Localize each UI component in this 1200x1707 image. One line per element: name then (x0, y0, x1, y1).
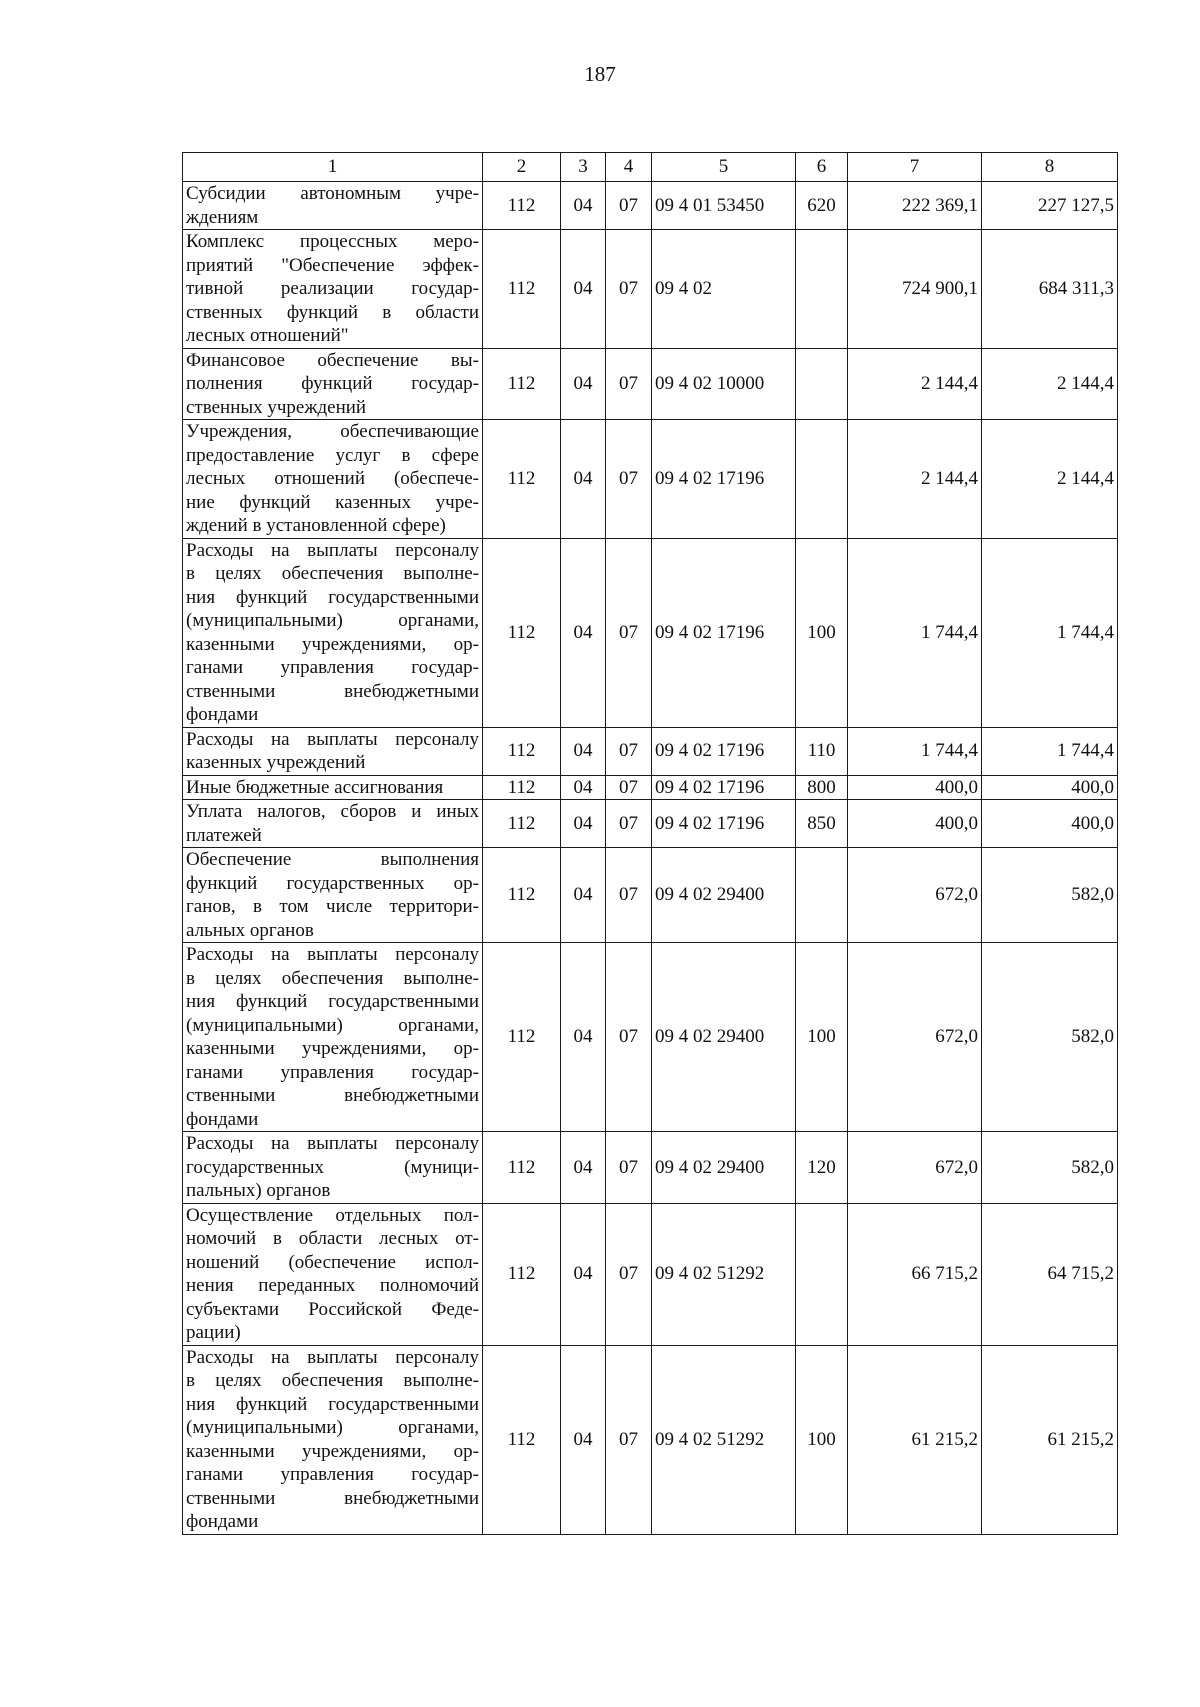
target-article-cell: 09 4 02 17196 (652, 420, 796, 539)
code-cell: 112 (483, 348, 561, 420)
section-cell: 04 (561, 1132, 606, 1204)
budget-table (182, 152, 1118, 1535)
expense-type-cell (796, 230, 848, 349)
expense-type-cell: 110 (796, 727, 848, 775)
table-row (183, 775, 1118, 800)
subsection-cell: 07 (606, 182, 652, 230)
expense-type-cell (796, 1203, 848, 1345)
amount-cell: 61 215,2 (982, 1345, 1118, 1534)
header-cell: 7 (848, 153, 982, 182)
expense-type-cell: 100 (796, 538, 848, 727)
amount-cell: 1 744,4 (848, 727, 982, 775)
target-article-cell: 09 4 02 17196 (652, 538, 796, 727)
subsection-cell: 07 (606, 230, 652, 349)
header-cell: 3 (561, 153, 606, 182)
subsection-cell: 07 (606, 420, 652, 539)
target-article-cell: 09 4 02 29400 (652, 943, 796, 1132)
table-row (183, 1132, 1118, 1204)
row-name-cell: Субсидии автономным учре- ждениям (183, 182, 483, 230)
expense-type-cell (796, 420, 848, 539)
amount-cell: 684 311,3 (982, 230, 1118, 349)
amount-cell: 724 900,1 (848, 230, 982, 349)
target-article-cell: 09 4 02 51292 (652, 1203, 796, 1345)
header-cell: 5 (652, 153, 796, 182)
target-article-cell: 09 4 02 29400 (652, 848, 796, 943)
row-name-cell: Расходы на выплаты персоналу в целях обеспечения выполне- ния функций государственными (муниципальными) органами, казенными учреждениями, ор- ганами управления государ- ственными внебюджетными фондами (183, 1345, 483, 1534)
expense-type-cell: 120 (796, 1132, 848, 1204)
code-cell: 112 (483, 943, 561, 1132)
row-name-cell: Расходы на выплаты персоналу казенных учреждений (183, 727, 483, 775)
row-name-cell: Расходы на выплаты персоналу в целях обеспечения выполне- ния функций государственными (муниципальными) органами, казенными учреждениями, ор- ганами управления государ- ственными внебюджетными фондами (183, 943, 483, 1132)
row-name-cell: Учреждения, обеспечивающие предоставление услуг в сфере лесных отношений (обеспече- ние функций казенных учре- ждений в установленной сфере) (183, 420, 483, 539)
header-cell: 2 (483, 153, 561, 182)
page-number: 187 (584, 62, 616, 86)
amount-cell: 672,0 (848, 943, 982, 1132)
amount-cell: 2 144,4 (982, 420, 1118, 539)
table-row (183, 420, 1118, 539)
row-name-cell: Комплекс процессных меро- приятий "Обеспечение эффек- тивной реализации государ- ственных функций в области лесных отношений" (183, 230, 483, 349)
row-name-cell: Финансовое обеспечение вы- полнения функций государ- ственных учреждений (183, 348, 483, 420)
amount-cell: 672,0 (848, 848, 982, 943)
section-cell: 04 (561, 182, 606, 230)
subsection-cell: 07 (606, 538, 652, 727)
amount-cell: 1 744,4 (848, 538, 982, 727)
header-cell: 1 (183, 153, 483, 182)
expense-type-cell: 100 (796, 943, 848, 1132)
row-name-cell: Обеспечение выполнения функций государственных ор- ганов, в том числе территори- альных органов (183, 848, 483, 943)
amount-cell: 672,0 (848, 1132, 982, 1204)
header-cell: 8 (982, 153, 1118, 182)
section-cell: 04 (561, 848, 606, 943)
table-row (183, 848, 1118, 943)
table-row (183, 1345, 1118, 1534)
row-name-cell: Иные бюджетные ассигнования (183, 775, 483, 800)
section-cell: 04 (561, 727, 606, 775)
expense-type-cell (796, 348, 848, 420)
amount-cell: 66 715,2 (848, 1203, 982, 1345)
subsection-cell: 07 (606, 727, 652, 775)
subsection-cell: 07 (606, 1345, 652, 1534)
section-cell: 04 (561, 1203, 606, 1345)
code-cell: 112 (483, 848, 561, 943)
amount-cell: 400,0 (848, 775, 982, 800)
code-cell: 112 (483, 1132, 561, 1204)
expense-type-cell (796, 848, 848, 943)
section-cell: 04 (561, 1345, 606, 1534)
amount-cell: 64 715,2 (982, 1203, 1118, 1345)
amount-cell: 227 127,5 (982, 182, 1118, 230)
code-cell: 112 (483, 420, 561, 539)
table-row (183, 800, 1118, 848)
section-cell: 04 (561, 775, 606, 800)
table-row (183, 943, 1118, 1132)
code-cell: 112 (483, 775, 561, 800)
expense-type-cell: 850 (796, 800, 848, 848)
code-cell: 112 (483, 182, 561, 230)
code-cell: 112 (483, 800, 561, 848)
section-cell: 04 (561, 230, 606, 349)
section-cell: 04 (561, 800, 606, 848)
row-name-cell: Осуществление отдельных пол- номочий в области лесных от- ношений (обеспечение испол- нения переданных полномочий субъектами Российской Феде- рации) (183, 1203, 483, 1345)
header-cell: 4 (606, 153, 652, 182)
amount-cell: 582,0 (982, 848, 1118, 943)
expense-type-cell: 100 (796, 1345, 848, 1534)
section-cell: 04 (561, 348, 606, 420)
target-article-cell: 09 4 02 10000 (652, 348, 796, 420)
table-row (183, 727, 1118, 775)
amount-cell: 582,0 (982, 1132, 1118, 1204)
amount-cell: 2 144,4 (848, 348, 982, 420)
table-row (183, 230, 1118, 349)
amount-cell: 400,0 (982, 800, 1118, 848)
target-article-cell: 09 4 02 17196 (652, 775, 796, 800)
row-name-cell: Уплата налогов, сборов и иных платежей (183, 800, 483, 848)
amount-cell: 1 744,4 (982, 538, 1118, 727)
subsection-cell: 07 (606, 943, 652, 1132)
table-row (183, 348, 1118, 420)
row-name-cell: Расходы на выплаты персоналу государственных (муници- пальных) органов (183, 1132, 483, 1204)
amount-cell: 400,0 (848, 800, 982, 848)
table-body (183, 153, 1118, 1535)
code-cell: 112 (483, 230, 561, 349)
expense-type-cell: 800 (796, 775, 848, 800)
subsection-cell: 07 (606, 348, 652, 420)
amount-cell: 2 144,4 (848, 420, 982, 539)
section-cell: 04 (561, 420, 606, 539)
section-cell: 04 (561, 538, 606, 727)
code-cell: 112 (483, 727, 561, 775)
target-article-cell: 09 4 02 (652, 230, 796, 349)
code-cell: 112 (483, 1345, 561, 1534)
subsection-cell: 07 (606, 800, 652, 848)
code-cell: 112 (483, 538, 561, 727)
target-article-cell: 09 4 02 17196 (652, 800, 796, 848)
code-cell: 112 (483, 1203, 561, 1345)
amount-cell: 1 744,4 (982, 727, 1118, 775)
target-article-cell: 09 4 01 53450 (652, 182, 796, 230)
header-cell: 6 (796, 153, 848, 182)
row-name-cell: Расходы на выплаты персоналу в целях обеспечения выполне- ния функций государственными (муниципальными) органами, казенными учреждениями, ор- ганами управления государ- ственными внебюджетными фондами (183, 538, 483, 727)
subsection-cell: 07 (606, 848, 652, 943)
table-row (183, 182, 1118, 230)
table-row (183, 538, 1118, 727)
amount-cell: 400,0 (982, 775, 1118, 800)
target-article-cell: 09 4 02 17196 (652, 727, 796, 775)
amount-cell: 222 369,1 (848, 182, 982, 230)
subsection-cell: 07 (606, 1132, 652, 1204)
expense-type-cell: 620 (796, 182, 848, 230)
amount-cell: 61 215,2 (848, 1345, 982, 1534)
subsection-cell: 07 (606, 1203, 652, 1345)
amount-cell: 582,0 (982, 943, 1118, 1132)
subsection-cell: 07 (606, 775, 652, 800)
table-row (183, 1203, 1118, 1345)
section-cell: 04 (561, 943, 606, 1132)
target-article-cell: 09 4 02 51292 (652, 1345, 796, 1534)
header-row (183, 153, 1118, 182)
amount-cell: 2 144,4 (982, 348, 1118, 420)
target-article-cell: 09 4 02 29400 (652, 1132, 796, 1204)
